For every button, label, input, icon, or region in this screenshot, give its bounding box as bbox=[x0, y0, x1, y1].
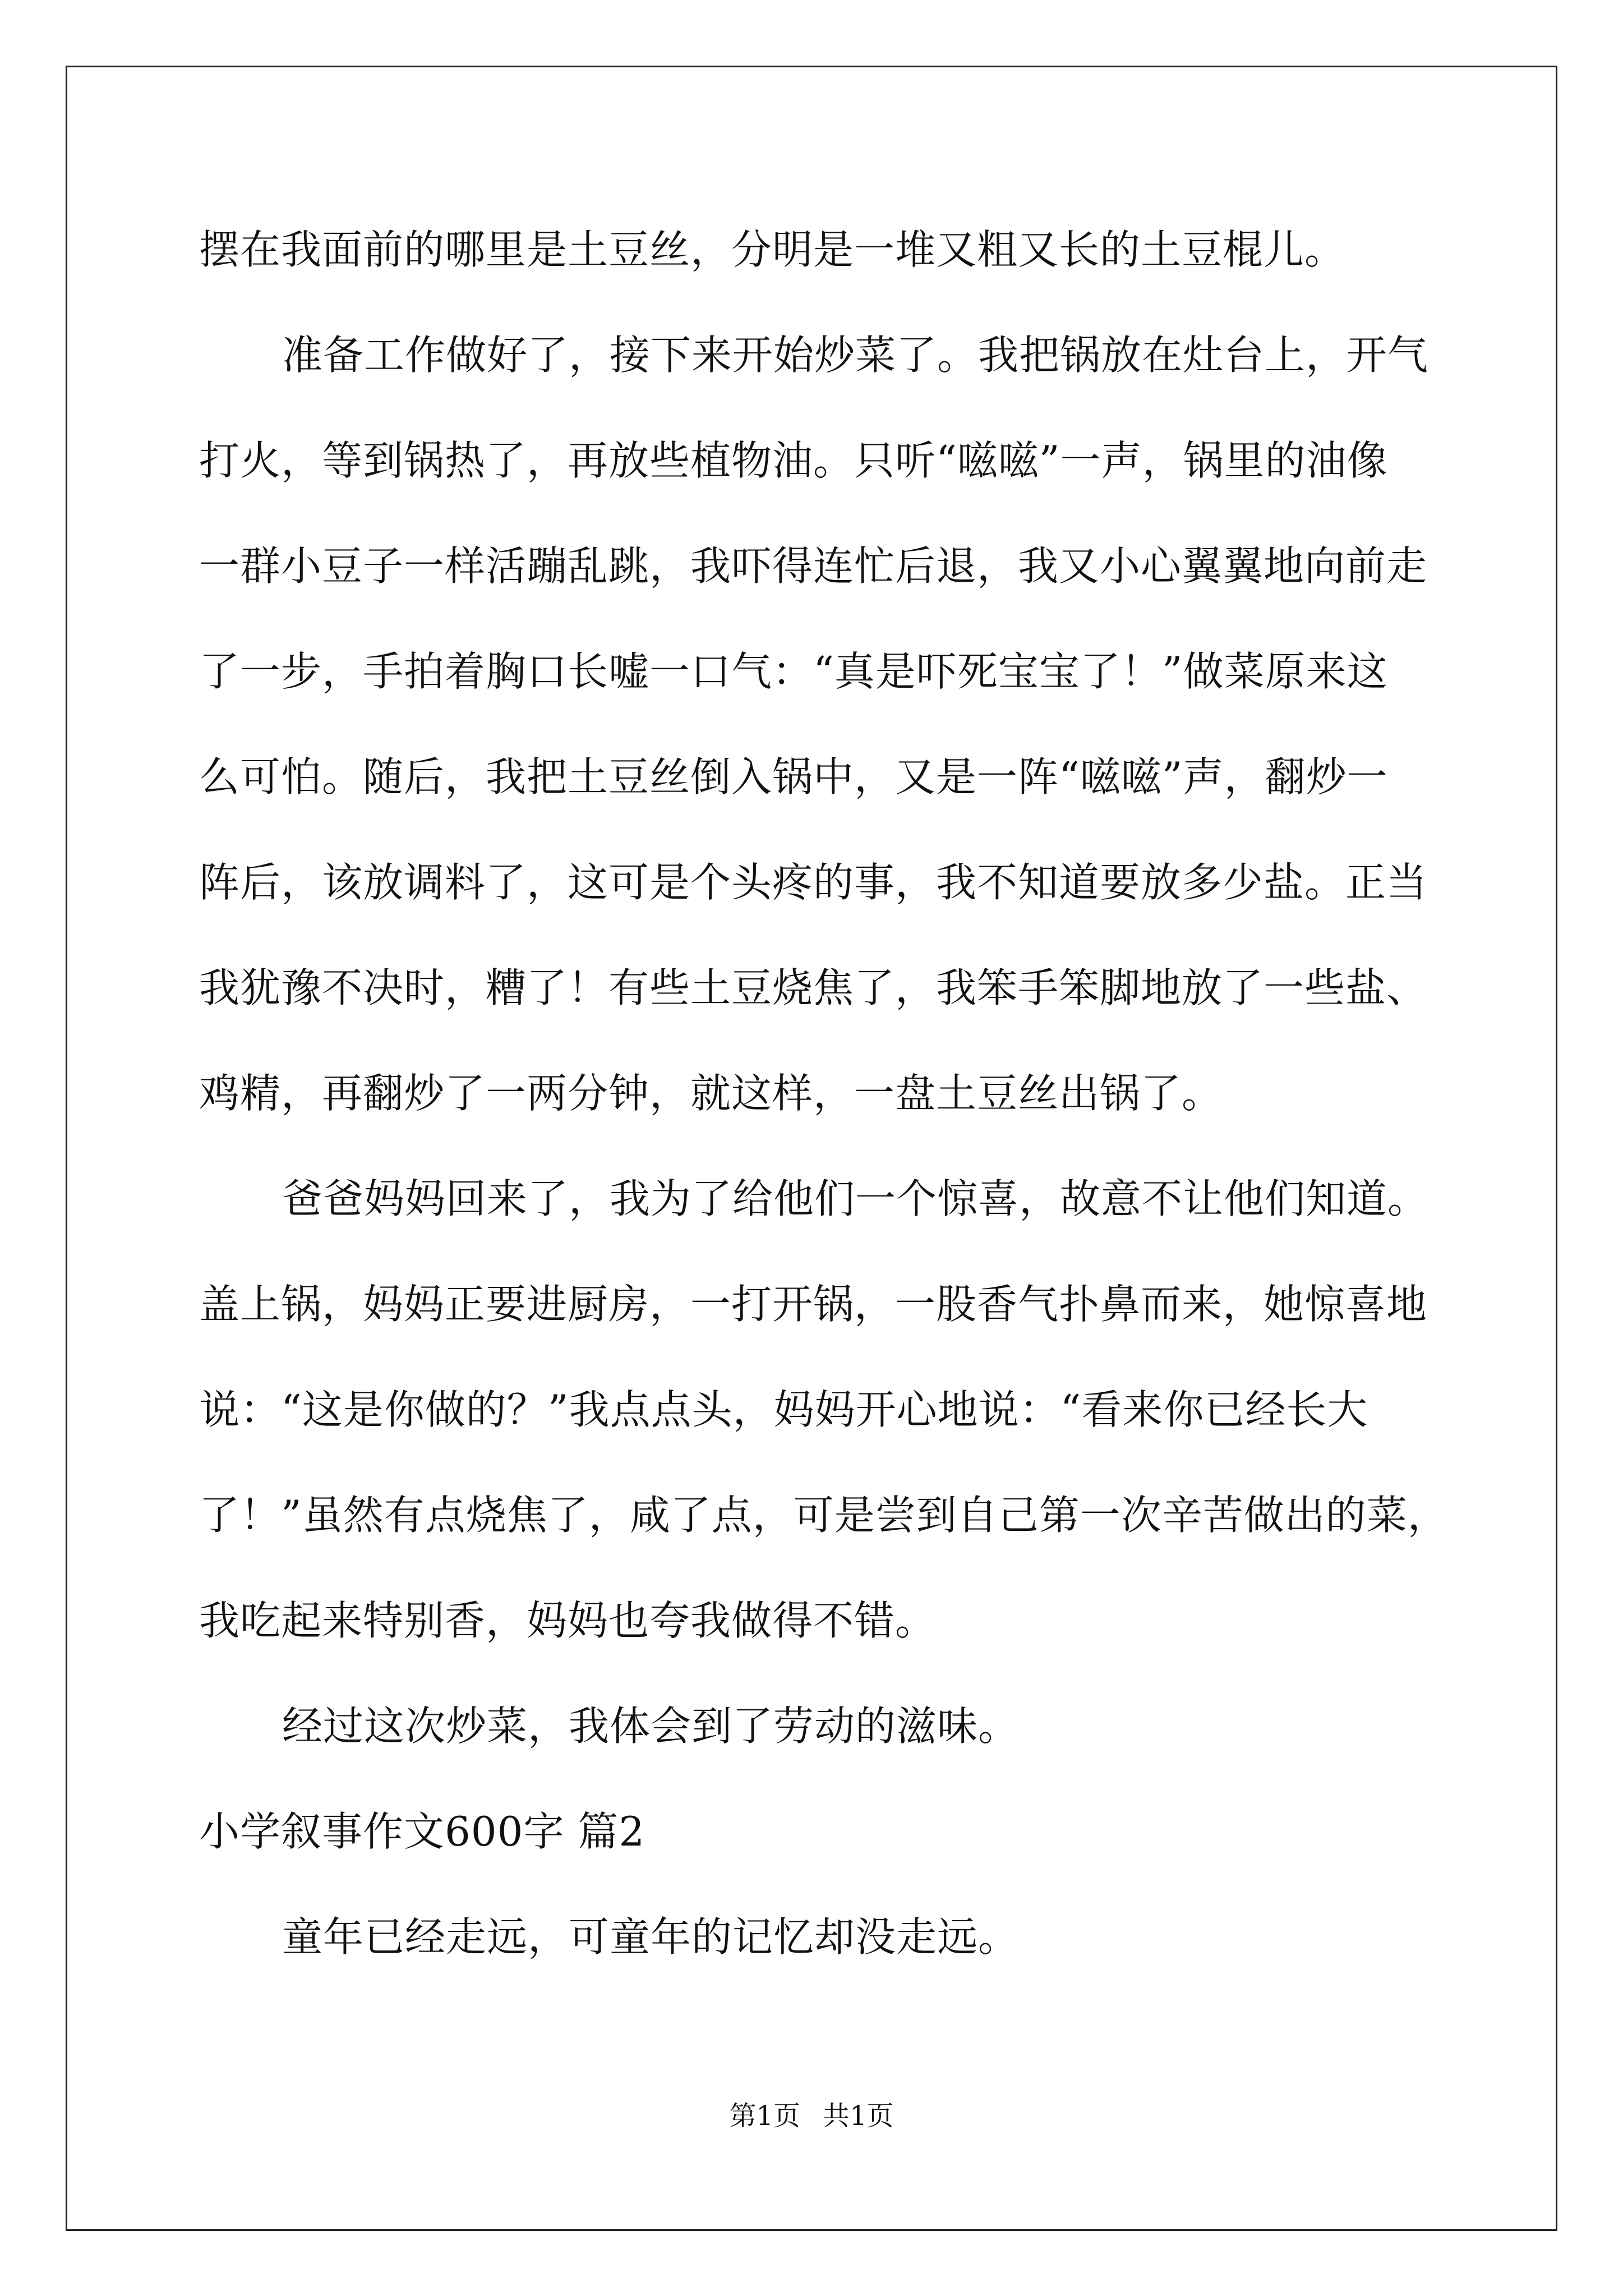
paragraph-line: 盖上锅，妈妈正要进厨房，一打开锅，一股香气扑鼻而来，她惊喜地 bbox=[199, 1281, 1428, 1328]
paragraph-line: 了！”虽然有点烧焦了，咸了点，可是尝到自己第一次辛苦做出的菜， bbox=[199, 1492, 1449, 1539]
paragraph-line: 经过这次炒菜，我体会到了劳动的滋味。 bbox=[282, 1703, 1020, 1750]
page-number: 第1页 bbox=[729, 2100, 800, 2132]
paragraph-line: 阵后，该放调料了，这可是个头疼的事，我不知道要放多少盐。正当 bbox=[199, 859, 1428, 906]
document-body bbox=[199, 210, 1489, 2003]
paragraph-line: 准备工作做好了，接下来开始炒菜了。我把锅放在灶台上，开气 bbox=[282, 332, 1429, 379]
paragraph-line: 鸡精，再翻炒了一两分钟，就这样，一盘土豆丝出锅了。 bbox=[199, 1070, 1223, 1117]
page-total: 共1页 bbox=[823, 2100, 894, 2132]
paragraph-line: 爸爸妈妈回来了，我为了给他们一个惊喜，故意不让他们知道。 bbox=[282, 1175, 1429, 1222]
paragraph-line: 么可怕。随后，我把土豆丝倒入锅中，又是一阵“嗞嗞”声，翻炒一 bbox=[199, 753, 1388, 800]
paragraph-line: 童年已经走远，可童年的记忆却没走远。 bbox=[282, 1913, 1020, 1961]
section-heading: 小学叙事作文600字 篇2 bbox=[199, 1808, 645, 1855]
paragraph-line: 一群小豆子一样活蹦乱跳，我吓得连忙后退，我又小心翼翼地向前走 bbox=[199, 542, 1428, 590]
paragraph-line: 我吃起来特别香，妈妈也夸我做得不错。 bbox=[199, 1597, 937, 1644]
page-footer bbox=[0, 2099, 1623, 2133]
paragraph-line: 了一步，手拍着胸口长嘘一口气：“真是吓死宝宝了！”做菜原来这 bbox=[199, 648, 1388, 695]
paragraph-line: 说：“这是你做的？”我点点头，妈妈开心地说：“看来你已经长大 bbox=[199, 1386, 1368, 1433]
paragraph-line: 摆在我面前的哪里是土豆丝，分明是一堆又粗又长的土豆棍儿。 bbox=[199, 226, 1346, 273]
paragraph-line: 我犹豫不决时，糟了！有些土豆烧焦了，我笨手笨脚地放了一些盐、 bbox=[199, 964, 1428, 1011]
paragraph-line: 打火，等到锅热了，再放些植物油。只听“嗞嗞”一声，锅里的油像 bbox=[199, 437, 1388, 484]
